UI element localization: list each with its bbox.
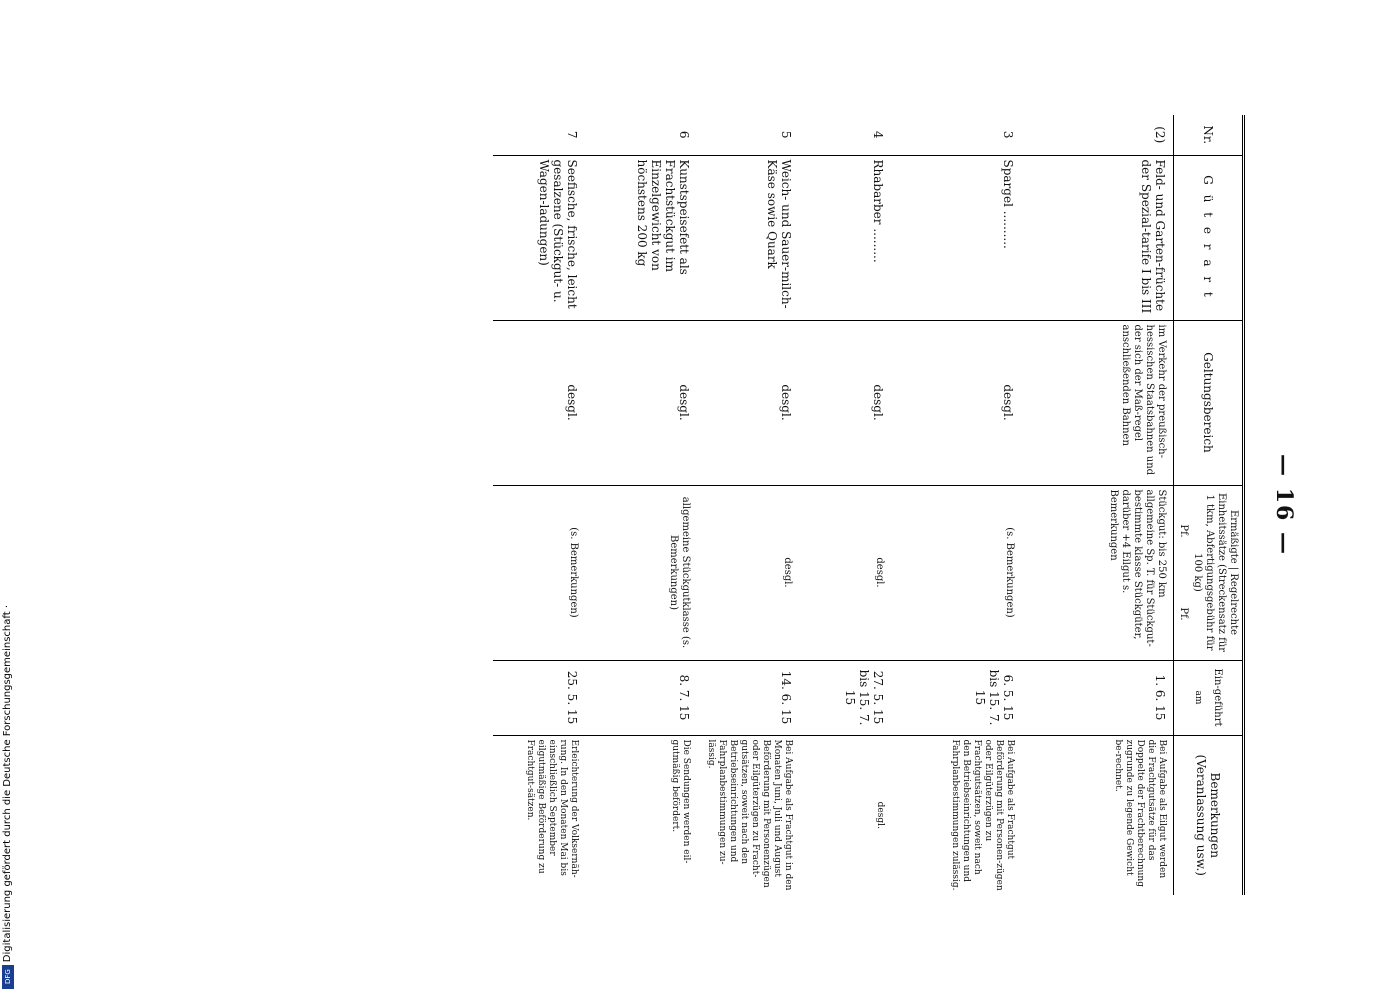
- row-eingefuehrt: 25. 5. 15: [493, 660, 585, 735]
- table-row: [697, 115, 799, 895]
- side-credit: Digitalisierung gefördert durch die Deutsche Forschungsgemeinschaft ·: [2, 605, 13, 963]
- row-bemerkung: Bei Aufgabe als Eilgut werden die Frachtgutsätze für das Doppelte der Frachtberechnung zugrunde zu legende Gewicht be-rechnet.: [1021, 735, 1174, 895]
- row-saetze: desgl.: [697, 485, 799, 660]
- row-nr: 3: [1001, 130, 1015, 139]
- header-einheitssaetze: [1174, 485, 1244, 660]
- row-gueterart: Weich- und Sauer-milch-Käse sowie Quark: [697, 155, 799, 320]
- row-saetze: Stückgut: bis 250 km allgemeine Sp. T. für Stückgut-bestimmte klasse Stückgüter, darüber +4 Eilgut s. Bemerkungen: [1021, 485, 1174, 660]
- header-eingefuehrt-text: Ein-geführt: [1212, 668, 1224, 727]
- table-row: [585, 115, 697, 895]
- row-gueterart: Seefische, frische, leicht gesalzene (Stückgut- u. Wagen-ladungen): [493, 155, 585, 320]
- row-gueterart: Spargel ..........: [891, 155, 1021, 320]
- rotated-page: [155, 115, 1297, 895]
- row-geltung: desgl.: [891, 320, 1021, 485]
- page-number: — 16 —: [1271, 454, 1297, 556]
- row-saetze: (s. Bemerkungen): [493, 485, 585, 660]
- row-bemerkung: Die Sendungen werden eil-gutmäßig befördert.: [585, 735, 697, 895]
- row-eingefuehrt: 27. 5. 15 bis 15. 7. 15: [799, 660, 891, 735]
- header-nr: Nr.: [1174, 115, 1244, 155]
- row-nr: 7: [565, 130, 579, 139]
- header-gueterart: G ü t e r a r t: [1174, 155, 1244, 320]
- header-am: am: [1193, 690, 1204, 705]
- row-saetze: desgl.: [799, 485, 891, 660]
- row-bemerkung: Erleichterung der Volksernäh-rung. In den Monaten Mai bis einschließlich September eilgutmäßige Beförderung zu Frachtgut-sätzen.: [493, 735, 585, 895]
- row-gueterart: Rhabarber .........: [799, 155, 891, 320]
- row-eingefuehrt: 14. 6. 15: [697, 660, 799, 735]
- row-eingefuehrt: 8. 7. 15: [585, 660, 697, 735]
- row-geltung: desgl.: [493, 320, 585, 485]
- table-row: [493, 115, 585, 895]
- row-geltung: desgl.: [799, 320, 891, 485]
- row-nr: (2): [1153, 126, 1167, 144]
- row-geltung: desgl.: [585, 320, 697, 485]
- row-eingefuehrt: 6. 5. 15 bis 15. 7. 15: [891, 660, 1021, 735]
- row-nr: 5: [779, 130, 793, 139]
- row-saetze: (s. Bemerkungen): [891, 485, 1021, 660]
- row-bemerkung: Bei Aufgabe als Frachtgut Beförderung mit Personen-zügen oder Eilgüterzügen zu Frachtgutsätzen, soweit nach den Betriebseinrichtungen und Fahrplanbestimmungen zulässig.: [891, 735, 1021, 895]
- header-geltungsbereich: Geltungsbereich: [1174, 320, 1244, 485]
- row-bemerkung: Bei Aufgabe als Frachtgut in den Monaten Juni, Juli und August Beförderung mit Personenzügen oder Eilgüterzügen zu Fracht-gutsätzen, soweit nach den Betriebseinrichtungen und Fahrplanbestimmungen zu-lässig.: [697, 735, 799, 895]
- header-eingefuehrt: [1174, 660, 1244, 735]
- header-einheitssaetze-text: Ermäßigte | Regelrechte Einheitssätze (Streckensatz für 1 tkm, Abfertigungsgebühr für 100 kg): [1192, 492, 1239, 653]
- row-nr: 6: [677, 130, 691, 139]
- row-saetze: allgemeine Stückgutklasse (s. Bemerkungen): [585, 485, 697, 660]
- header-pf-row: [1177, 490, 1189, 656]
- header-bemerkungen: Bemerkungen (Veranlassung usw.): [1174, 735, 1244, 895]
- row-geltung: im Verkehr der preußisch-hessischen Staatsbahnen und der sich der Maß-regel anschließenden Bahnen: [1021, 320, 1174, 485]
- header-pf-2: Pf.: [1178, 607, 1189, 621]
- header-pf-1: Pf.: [1178, 524, 1189, 538]
- dfg-logo: DFG: [2, 965, 14, 989]
- table-row: [891, 115, 1021, 895]
- row-gueterart: Kunstspeisefett als Frachtstückgut im Einzelgewicht von höchstens 200 kg: [585, 155, 697, 320]
- table-row: [1021, 115, 1174, 895]
- row-geltung: desgl.: [697, 320, 799, 485]
- row-bemerkung: desgl.: [799, 735, 891, 895]
- tariff-table: [493, 115, 1245, 895]
- row-gueterart: Feld- und Garten-früchte der Spezial-tarife I bis III: [1021, 155, 1174, 320]
- row-eingefuehrt: 1. 6. 15: [1021, 660, 1174, 735]
- table-row: [799, 115, 891, 895]
- row-nr: 4: [871, 130, 885, 139]
